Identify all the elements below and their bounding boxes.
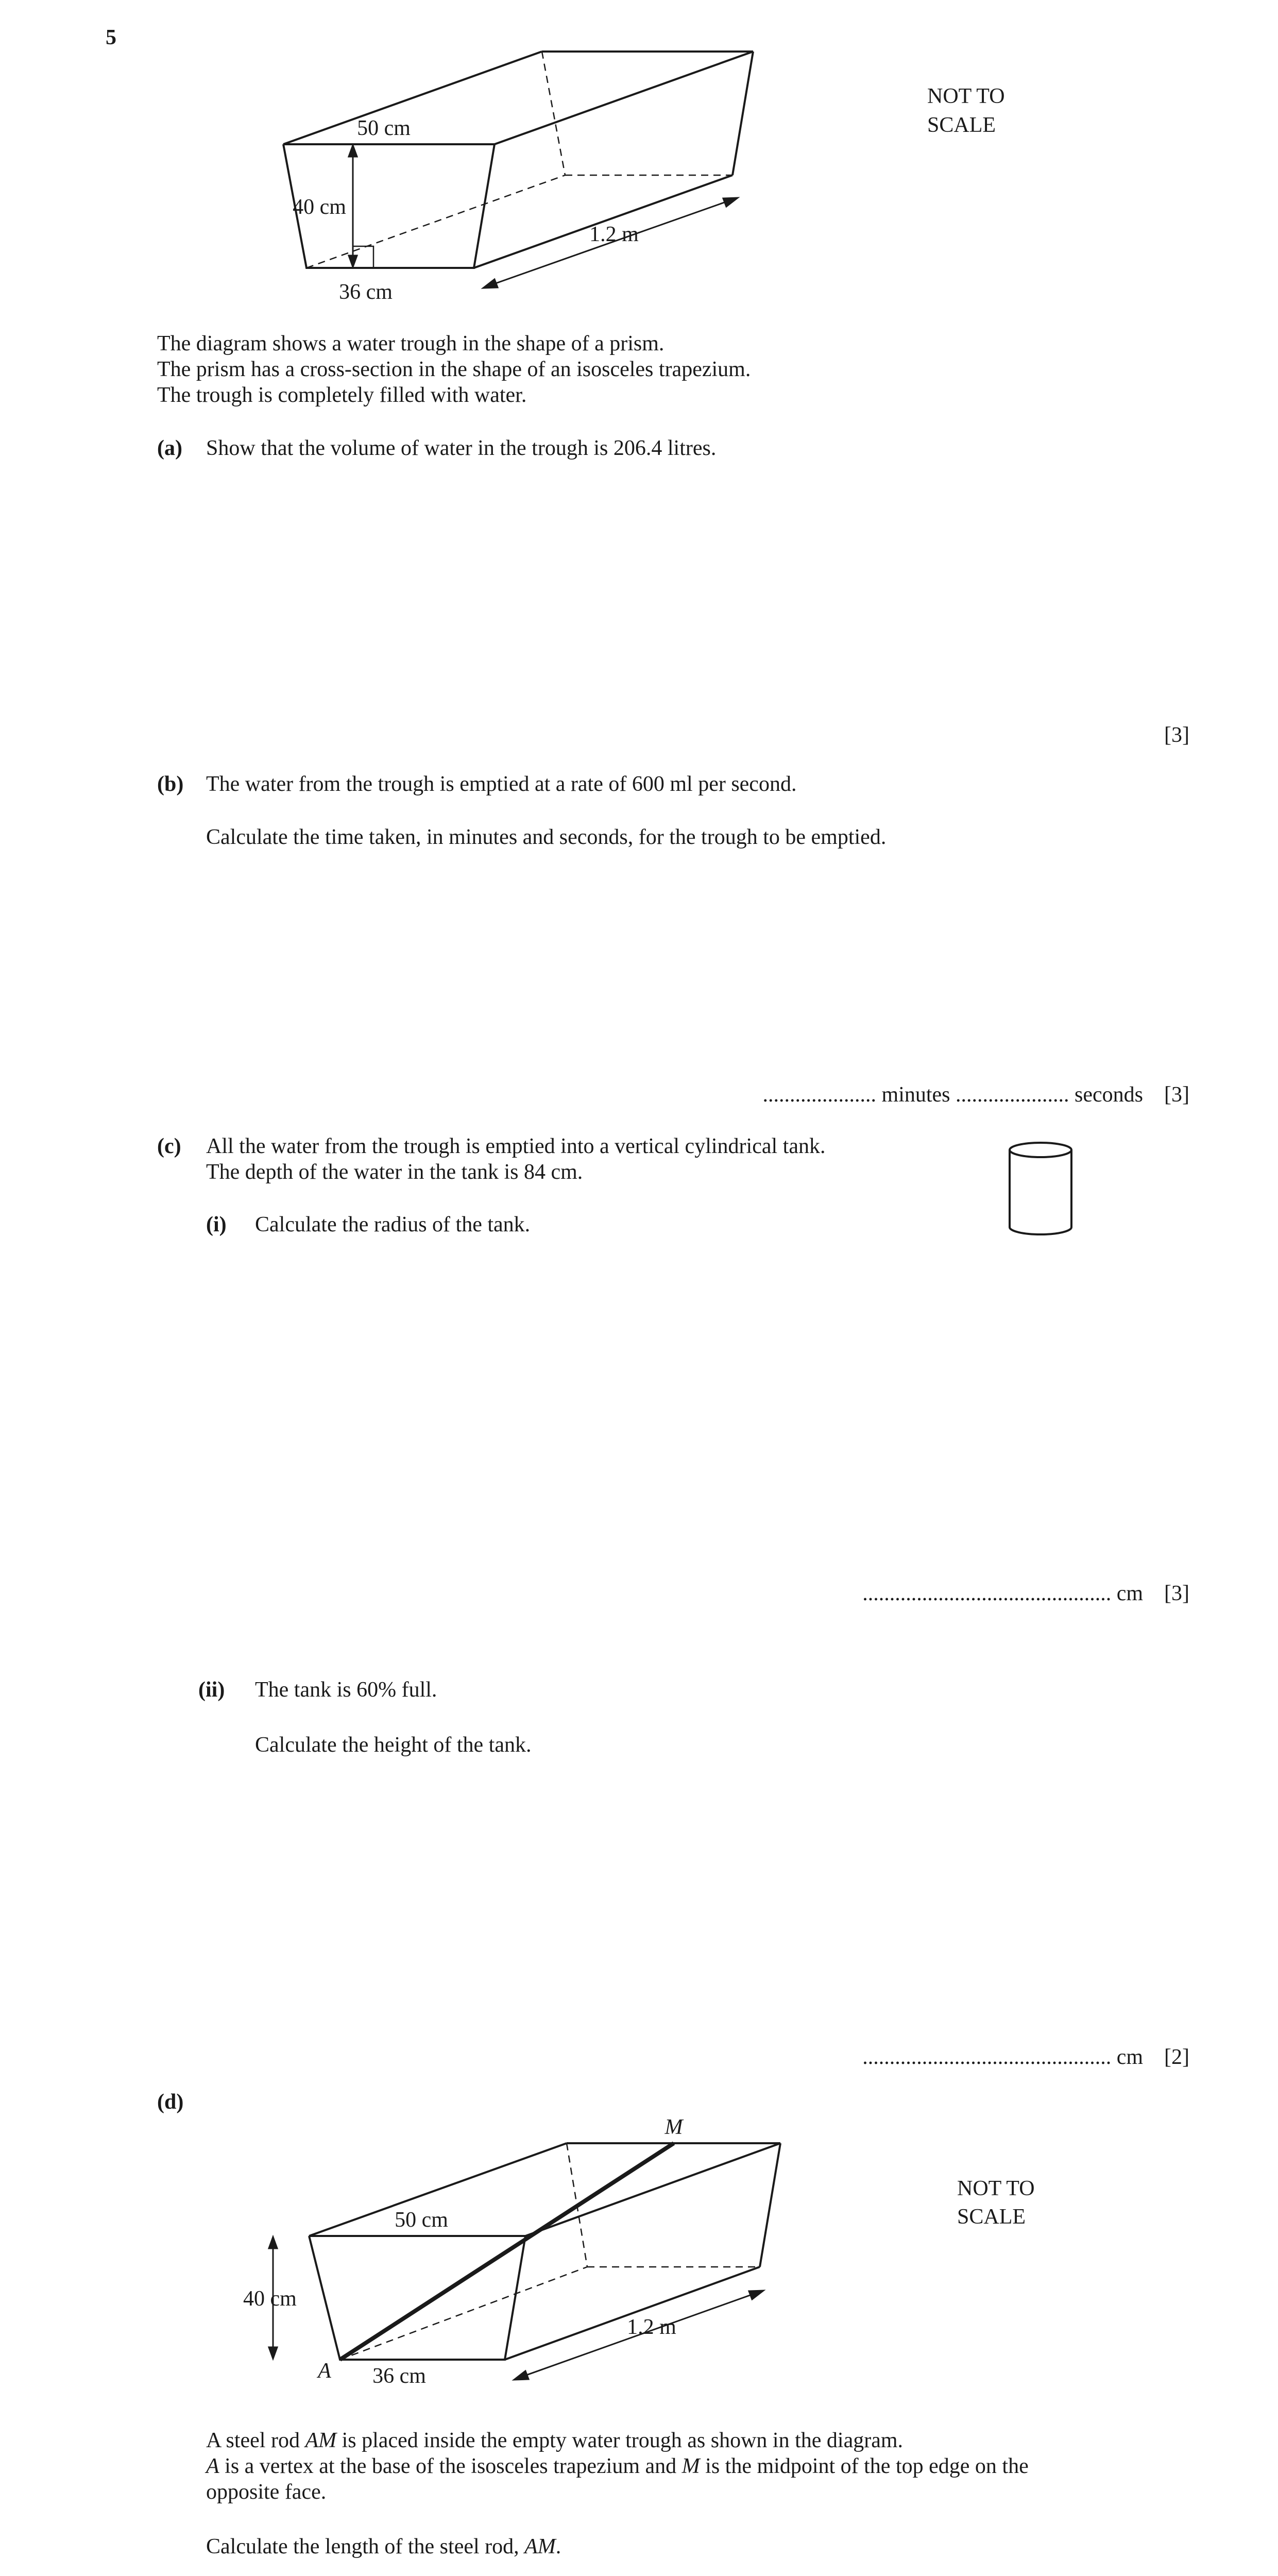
fig1-base-label: 36 cm (339, 280, 393, 304)
part-c-i-answer-line[interactable]: .............................................. cm (862, 1582, 1143, 1605)
part-c-i-marks: [3] (1164, 1582, 1189, 1605)
intro-line-1: The diagram shows a water trough in the shape of a prism. (157, 332, 664, 355)
fig1-top-label: 50 cm (357, 116, 411, 140)
trough-diagram (268, 46, 783, 314)
front-face-2 (309, 2236, 525, 2360)
fig2-height-label: 40 cm (243, 2287, 297, 2311)
part-c-ii-text-1: The tank is 60% full. (255, 1678, 437, 1702)
fig2-base-label: 36 cm (372, 2364, 426, 2388)
part-d-line-3: opposite face. (206, 2480, 327, 2504)
part-d-calc: Calculate the length of the steel rod, AM. (206, 2535, 561, 2558)
part-b-marks: [3] (1164, 1083, 1189, 1107)
question-number: 5 (106, 26, 116, 49)
intro-line-2: The prism has a cross-section in the shape of an isosceles trapezium. (157, 358, 751, 381)
fig2-top-label: 50 cm (395, 2208, 448, 2232)
part-d-line-2: A is a vertex at the base of the isosceles trapezium and M is the midpoint of the top edge on the (206, 2454, 1029, 2478)
part-a-label: (a) (157, 436, 182, 460)
part-c-i-label: (i) (206, 1213, 227, 1236)
fig2-point-a: A (318, 2359, 331, 2383)
part-d-line-1: A steel rod AM is placed inside the empty water trough as shown in the diagram. (206, 2429, 904, 2452)
fig2-length-label: 1.2 m (627, 2315, 676, 2339)
part-a-text: Show that the volume of water in the trough is 206.4 litres. (206, 436, 717, 460)
steel-rod-am (340, 2143, 674, 2360)
cylinder-tank-diagram (1004, 1139, 1077, 1242)
fig1-length-label: 1.2 m (589, 223, 639, 246)
fig2-not-to-scale-2: SCALE (957, 2205, 1026, 2229)
part-c-ii-marks: [2] (1164, 2045, 1189, 2069)
fig2-not-to-scale-1: NOT TO (957, 2177, 1035, 2200)
part-c-ii-answer-line[interactable]: .............................................. cm (862, 2045, 1143, 2069)
part-c-ii-label: (ii) (198, 1678, 225, 1702)
fig2-point-m: M (664, 2115, 683, 2139)
part-c-text-2: The depth of the water in the tank is 84 cm. (206, 1160, 583, 1184)
part-b-answer-line[interactable]: ..................... minutes ..................... seconds (762, 1083, 1143, 1107)
part-d-label: (d) (157, 2090, 184, 2114)
part-c-i-text: Calculate the radius of the tank. (255, 1213, 531, 1236)
part-b-text-2: Calculate the time taken, in minutes and seconds, for the trough to be emptied. (206, 825, 887, 849)
part-c-ii-text-2: Calculate the height of the tank. (255, 1733, 532, 1757)
part-b-text-1: The water from the trough is emptied at a rate of 600 ml per second. (206, 772, 797, 796)
fig1-not-to-scale-1: NOT TO (927, 84, 1005, 108)
part-b-label: (b) (157, 772, 184, 796)
fig1-not-to-scale-2: SCALE (927, 113, 996, 137)
part-c-label: (c) (157, 1134, 181, 1158)
part-a-marks: [3] (1164, 723, 1189, 747)
trough-rod-diagram (242, 2107, 819, 2401)
part-c-text-1: All the water from the trough is emptied into a vertical cylindrical tank. (206, 1134, 826, 1158)
intro-line-3: The trough is completely filled with water. (157, 383, 527, 407)
fig1-height-label: 40 cm (293, 195, 346, 219)
